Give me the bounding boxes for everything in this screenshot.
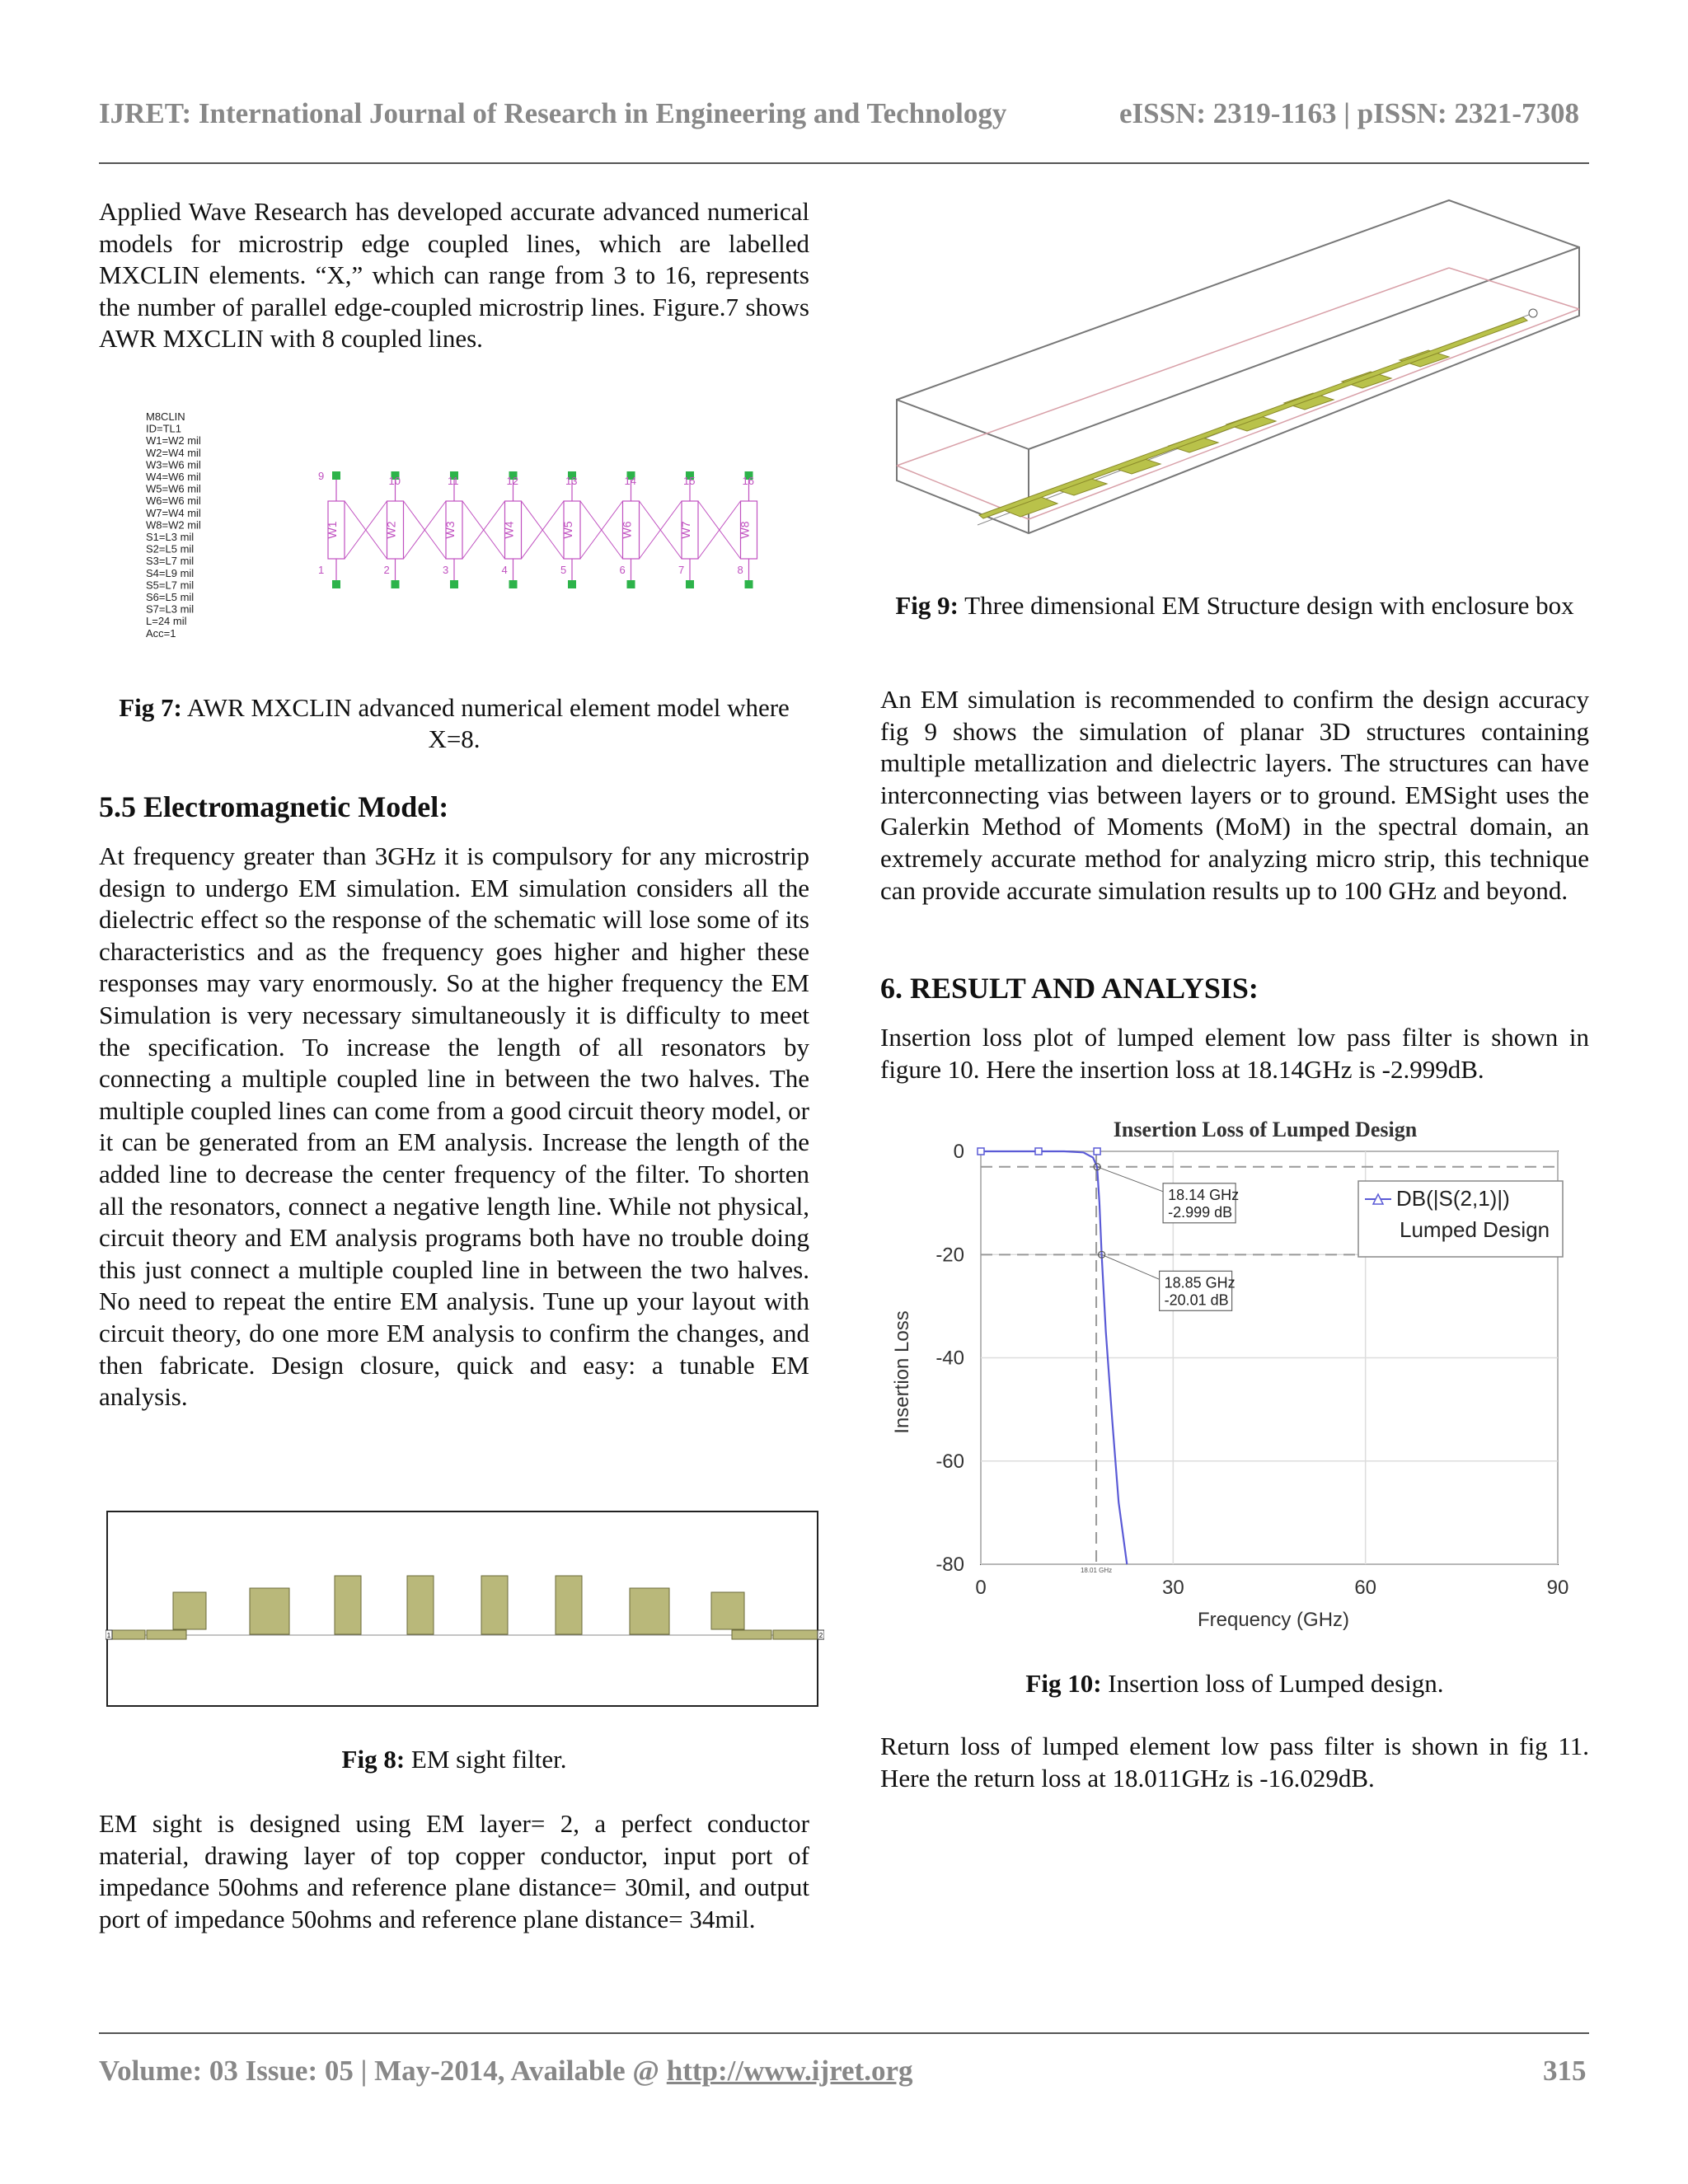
fig7-port-bottom	[686, 580, 694, 588]
insertion-loss-chart	[882, 1108, 1591, 1644]
fig7-port-number-bottom: 6	[619, 564, 626, 576]
y-tick-label: -20	[935, 1244, 964, 1267]
fig7-port-number-bottom: 4	[501, 564, 508, 576]
fig7-port-bottom	[450, 580, 458, 588]
fig7-schematic	[144, 410, 771, 645]
y-tick-label: -40	[935, 1347, 964, 1370]
m8clin-schematic	[144, 410, 771, 645]
x-tick-label: 30	[1161, 1577, 1184, 1599]
emsight-filter-layout	[106, 1510, 824, 1708]
em-3d-enclosure	[889, 194, 1589, 560]
fig7-port-number-top: 13	[565, 475, 578, 487]
fig9-caption: Fig 9: Three dimensional EM Structure design with enclosure box	[895, 591, 1574, 620]
fig7-param: S3=L7 mil	[146, 555, 195, 568]
fig7-param: W1=W2 mil	[146, 434, 201, 448]
fig8-emsight-filter	[106, 1510, 824, 1708]
intro-paragraph: Applied Wave Research has developed accurate advanced numerical models for microstrip edge coupled lines, which are labelled MXCLIN elements. “X,” which can range from 3 to 16, represents the number of parallel edge-coupled microstrip lines. Figure.7 shows AWR MXCLIN with 8 coupled lines.	[99, 197, 809, 354]
fig9-3d-structure	[889, 194, 1589, 560]
section-6-heading: 6. RESULT AND ANALYSIS:	[880, 972, 1259, 1005]
footer-volume: Volume: 03 Issue: 05 | May-2014, Available @ http://www.ijret.org	[99, 2055, 913, 2087]
em-simulation-paragraph: An EM simulation is recommended to confirm the design accuracy fig 9 shows the simulation of planar 3D structures containing multiple metallization and dielectric layers. The structures can have interconnecting vias between layers or to ground. EMSight uses the Galerkin Method of Moments (MoM) in the spectral domain, an extremely accurate method for analyzing micro strip, this technique can provide accurate simulation results up to 100 GHz and beyond.	[880, 685, 1589, 905]
fig7-line-label: W2	[384, 521, 398, 539]
fig7-param: W3=W6 mil	[146, 458, 201, 471]
chart-title: Insertion Loss of Lumped Design	[1113, 1118, 1418, 1141]
fig10-caption: Fig 10: Insertion loss of Lumped design.	[1025, 1669, 1444, 1698]
x-tick-label: 0	[975, 1577, 987, 1599]
series-marker	[1094, 1148, 1100, 1155]
fig10-chart	[882, 1108, 1591, 1644]
fig7-param: W8=W2 mil	[146, 518, 201, 532]
annotation-db: -2.999 dB	[1168, 1203, 1233, 1221]
fig8-port-1: 1	[106, 1632, 111, 1639]
fig7-line-label: W8	[738, 521, 752, 539]
fig7-param: S5=L7 mil	[146, 579, 195, 592]
fig7-caption: Fig 7: AWR MXCLIN advanced numerical element model where X=8.	[119, 693, 790, 753]
fig7-param: S6=L5 mil	[146, 591, 195, 603]
fig7-port-bottom	[509, 580, 518, 588]
issn: eISSN: 2319-1163 | pISSN: 2321-7308	[1119, 97, 1580, 129]
fig7-param: L=24 mil	[146, 615, 187, 628]
fig7-port-number-top: 9	[318, 470, 325, 482]
ref-line-x-label: 18.01 GHz	[1080, 1567, 1113, 1574]
emsight-paragraph: EM sight is designed using EM layer= 2, a perfect conductor material, drawing layer of top copper conductor, input port of impedance 50ohms and reference plane distance= 30mil, and output port of impedance 50ohms and reference plane distance= 34mil.	[99, 1809, 809, 1933]
fig7-param: W6=W6 mil	[146, 494, 201, 508]
fig7-param: W5=W6 mil	[146, 482, 201, 495]
chart-y-label: Insertion Loss	[891, 1310, 913, 1434]
fig7-port-bottom	[392, 580, 400, 588]
section-5-5-heading: 5.5 Electromagnetic Model:	[99, 790, 449, 823]
annotation-freq: 18.14 GHz	[1168, 1186, 1240, 1203]
fig7-port-number-bottom: 7	[678, 564, 685, 576]
fig7-port-number-bottom: 3	[443, 564, 449, 576]
fig7-port-top	[332, 471, 340, 480]
journal-title: IJRET: International Journal of Research in Engineering and Technology	[99, 97, 1007, 129]
fig7-port-bottom	[332, 580, 340, 588]
fig7-port-bottom	[745, 580, 753, 588]
fig7-param: S2=L5 mil	[146, 542, 195, 555]
y-tick-label: -80	[935, 1554, 964, 1576]
footer-rule	[99, 2032, 1589, 2034]
fig7-line-label: W4	[502, 521, 516, 539]
fig7-line-label: W5	[561, 521, 574, 539]
chart-legend	[1358, 1181, 1563, 1257]
fig8-caption: Fig 8: EM sight filter.	[341, 1745, 567, 1774]
result-paragraph: Insertion loss plot of lumped element low pass filter is shown in figure 10. Here the insertion loss at 18.14GHz is -2.999dB.	[880, 1023, 1589, 1084]
em-model-paragraph: At frequency greater than 3GHz it is compulsory for any microstrip design to undergo EM simulation. EM simulation considers all the dielectric effect so the response of the schematic will lose some of its characteristics and as the frequency goes higher and higher these responses may vary enormously. So at the higher frequency the EM Simulation is very necessary simultaneously it is difficulty to meet the specification. To increase the length of all resonators by connecting a multiple coupled line in between the two halves. The multiple coupled lines can come from a good circuit theory model, or it can be generated from an EM analysis. Increase the length of the added line to decrease the center frequency of the filter. To shorten all the resonators, connect a negative length line. While not physical, circuit theory and EM analysis programs both have no trouble doing this just connect a multiple coupled line in between the two halves. No need to repeat the entire EM analysis. Tune up your layout with circuit theory, do one more EM analysis to confirm the changes, and then fabricate. Design closure, quick and easy: a tunable EM analysis.	[99, 841, 809, 1412]
fig7-param: W2=W4 mil	[146, 446, 201, 459]
fig7-port-bottom	[627, 580, 635, 588]
y-tick-label: 0	[953, 1141, 964, 1163]
fig7-line-label: W6	[620, 521, 634, 539]
fig7-param: S7=L3 mil	[146, 602, 195, 616]
fig7-port-number-top: 11	[448, 475, 459, 487]
fig7-port-number-bottom: 8	[737, 564, 743, 576]
fig7-port-number-top: 12	[506, 475, 518, 487]
x-tick-label: 90	[1546, 1577, 1569, 1599]
fig7-line-label: W1	[326, 521, 339, 539]
fig7-port-number-bottom: 5	[560, 564, 567, 576]
fig7-port-number-bottom: 2	[383, 564, 390, 576]
fig7-param: S4=L9 mil	[146, 566, 195, 579]
fig7-port-number-top: 10	[388, 475, 401, 487]
fig7-port-number-top: 15	[683, 475, 696, 487]
annotation-freq: 18.85 GHz	[1164, 1274, 1236, 1291]
legend-series-sub: Lumped Design	[1400, 1217, 1550, 1242]
page-number: 315	[1543, 2055, 1587, 2087]
fig7-params	[146, 410, 201, 640]
fig7-param: Acc=1	[146, 626, 176, 640]
chart-x-label: Frequency (GHz)	[1197, 1609, 1350, 1631]
series-marker	[1035, 1148, 1042, 1155]
fig7-param: S1=L3 mil	[146, 531, 195, 543]
fig7-line-label: W7	[679, 521, 692, 539]
fig7-port-number-bottom: 1	[318, 564, 325, 576]
legend-series-name: DB(|S(2,1)|)	[1396, 1186, 1510, 1211]
fig7-param: W7=W4 mil	[146, 506, 201, 519]
series-marker	[978, 1148, 984, 1155]
x-tick-label: 60	[1354, 1577, 1377, 1599]
header-rule	[99, 162, 1589, 164]
fig7-param: ID=TL1	[146, 422, 181, 435]
fig7-port-number-top: 16	[742, 475, 754, 487]
return-loss-paragraph: Return loss of lumped element low pass filter is shown in fig 11. Here the return loss at 18.011GHz is -16.029dB.	[880, 1732, 1589, 1793]
journal-link[interactable]: http://www.ijret.org	[666, 2055, 913, 2087]
fig7-port-bottom	[568, 580, 576, 588]
fig7-port-number-top: 14	[624, 475, 636, 487]
fig8-port-2: 2	[818, 1632, 823, 1639]
annotation-db: -20.01 dB	[1164, 1291, 1229, 1309]
fig7-param: W4=W6 mil	[146, 471, 201, 483]
fig7-param: M8CLIN	[146, 410, 185, 423]
fig7-coupled-lines	[318, 470, 757, 588]
fig7-line-label: W3	[443, 521, 457, 539]
y-tick-label: -60	[935, 1450, 964, 1473]
